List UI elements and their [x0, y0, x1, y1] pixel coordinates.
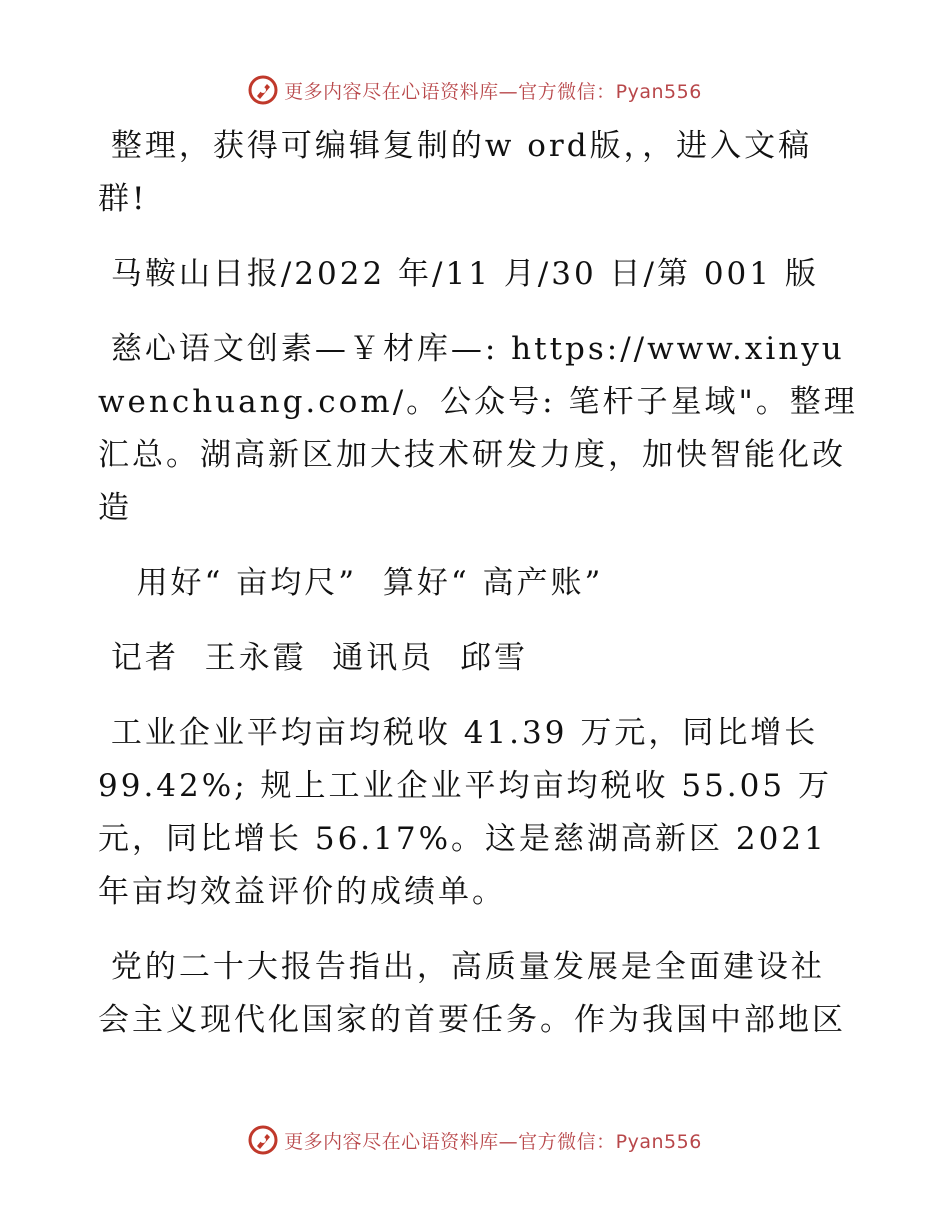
pen-seal-icon	[248, 75, 278, 105]
article-title: 用好“ 亩均尺” 算好“ 高产账”	[98, 565, 604, 601]
document-body	[98, 120, 858, 1069]
footer-watermark	[0, 1120, 950, 1160]
header-watermark	[0, 70, 950, 110]
paragraph-promo: 慈心语文创素—￥材库—: https://www.xinyuwenchuang.com/。公众号: 笔杆子星域"。整理汇总。湖高新区加大技术研发力度，加快智能化改造	[98, 331, 858, 526]
watermark-text: 更多内容尽在心语资料库—官方微信：Pyan556	[284, 1130, 702, 1153]
paragraph-body-1: 工业企业平均亩均税收 41.39 万元，同比增长 99.42%; 规上工业企业平均亩均税收 55.05 万元，同比增长 56.17%。这是慈湖高新区 2021 年亩均效益评价的成绩单。	[98, 715, 840, 910]
paragraph-body-2: 党的二十大报告指出，高质量发展是全面建设社会主义现代化国家的首要任务。作为我国中部地区	[98, 949, 846, 1038]
watermark-text: 更多内容尽在心语资料库—官方微信：Pyan556	[284, 80, 702, 103]
pen-seal-icon	[248, 1125, 278, 1155]
article-byline: 记者 王永霞 通讯员 邱雪	[98, 640, 528, 676]
paragraph-source: 马鞍山日报/2022 年/11 月/30 日/第 001 版	[98, 256, 819, 292]
paragraph-intro: 整理，获得可编辑复制的w ord版，，进入文稿群!	[98, 128, 813, 217]
